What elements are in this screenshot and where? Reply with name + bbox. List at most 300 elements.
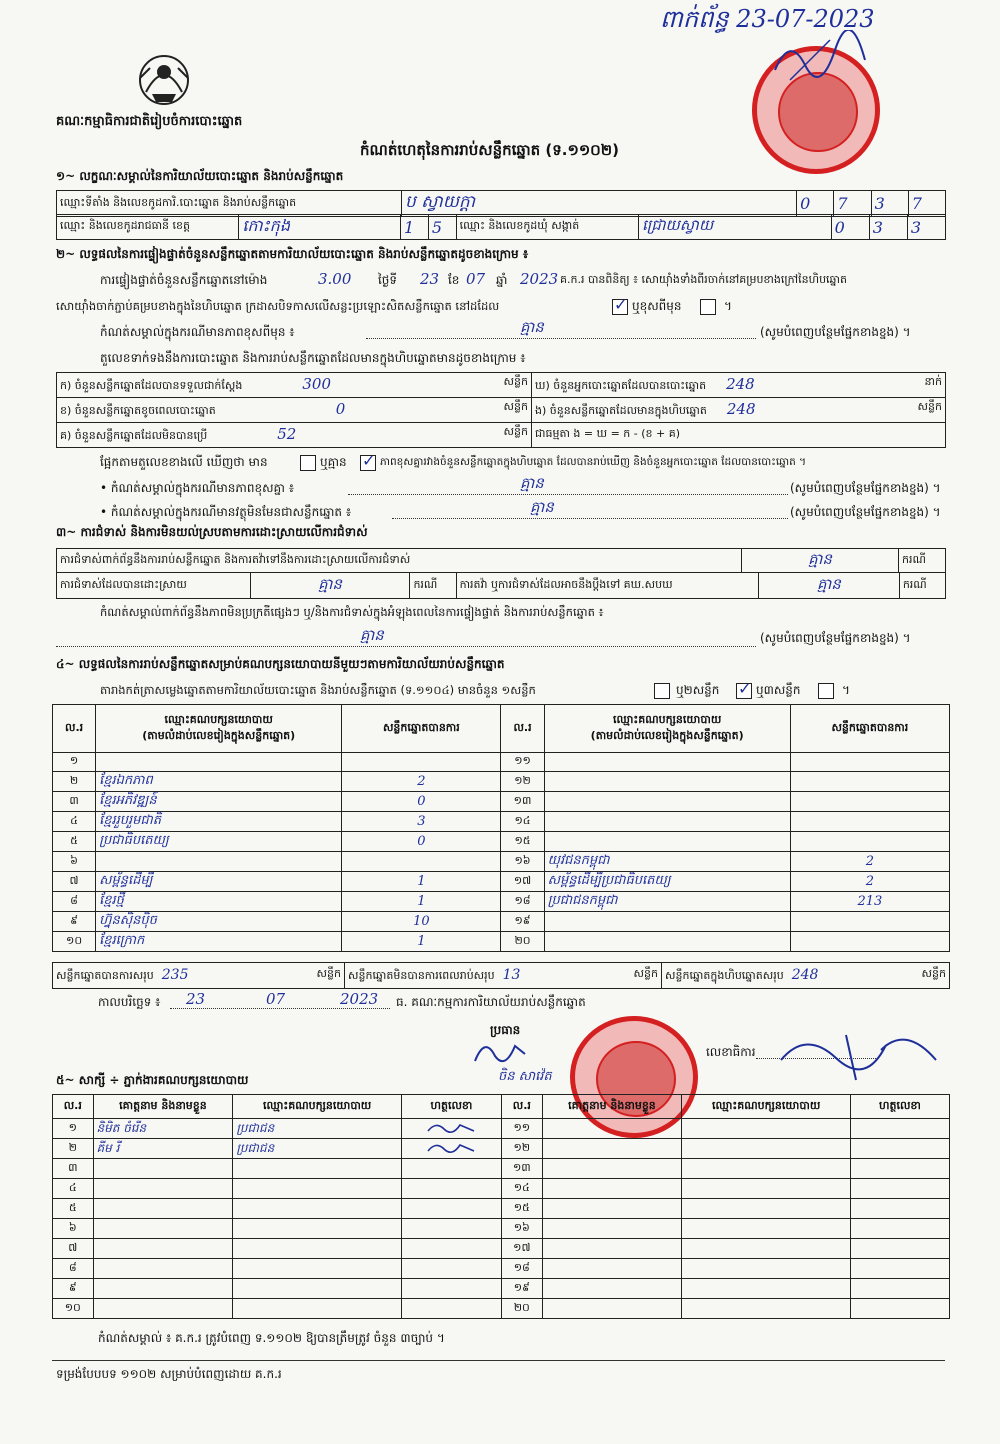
w-row-no bbox=[53, 1299, 94, 1319]
s3-hint: (សូមបំពេញបន្ថែមផ្នែកខាងខ្នង) ។ bbox=[760, 631, 911, 645]
w-row-no-text: ១៧ bbox=[513, 1240, 531, 1254]
w-row-name bbox=[542, 1259, 682, 1279]
w-row-sign bbox=[850, 1239, 949, 1259]
w-col-no-left: ល.រ bbox=[53, 1095, 94, 1119]
w-row-party bbox=[233, 1279, 402, 1299]
col-party-left: ឈ្មោះគណបក្សនយោបាយ (តាមលំដាប់លេខរៀងក្នុងសន្លឹកឆ្នោត) bbox=[96, 705, 342, 753]
w-row-name-text: និមិត ចំរើន bbox=[96, 1120, 147, 1135]
w-row-no bbox=[502, 1179, 543, 1199]
s2-year: 2023 bbox=[520, 270, 559, 288]
s2-n2: • កំណត់សម្គាល់ក្នុងករណីមានវត្ថុមិនមែនជាសន្លឹកឆ្នោត ៖ bbox=[100, 505, 352, 519]
row-party-text: ប្រជាជនកម្ពុជា bbox=[547, 893, 618, 908]
bottom-rule bbox=[52, 1360, 945, 1361]
row2-code-2: 5 bbox=[428, 215, 456, 240]
w-row-no-text: ១០ bbox=[64, 1300, 81, 1314]
w-row-name bbox=[93, 1119, 233, 1139]
row-votes bbox=[342, 852, 501, 872]
row-no-text: ១០ bbox=[66, 933, 83, 947]
row-no bbox=[53, 792, 96, 812]
row-no-text: ៨ bbox=[70, 893, 78, 907]
row-no bbox=[53, 932, 96, 952]
row-party bbox=[96, 852, 342, 872]
col-votes-left: សន្លឹកឆ្នោតបានការ bbox=[342, 705, 501, 753]
table-row bbox=[53, 1219, 950, 1239]
w-row-no-text: ៣ bbox=[68, 1160, 78, 1174]
w-row-no-text: ៩ bbox=[68, 1280, 77, 1294]
row-no bbox=[501, 932, 544, 952]
row-no bbox=[53, 872, 96, 892]
w-row-no-text: ១៣ bbox=[512, 1160, 531, 1174]
row-no-text: ២ bbox=[69, 773, 79, 787]
row-party bbox=[96, 872, 342, 892]
w-row-party bbox=[233, 1219, 402, 1239]
row-no bbox=[53, 812, 96, 832]
w-col-sign-right: ហត្ថលេខា bbox=[850, 1095, 949, 1119]
row-votes bbox=[790, 892, 949, 912]
row-no-text: ១៨ bbox=[514, 893, 531, 907]
row-party bbox=[544, 832, 790, 852]
w-row-name bbox=[93, 1199, 233, 1219]
row-no-text: ៥ bbox=[70, 833, 78, 847]
table-row bbox=[53, 1139, 950, 1159]
row-votes-text: 1 bbox=[417, 894, 426, 909]
s4-intro-a: តារាងកត់ត្រាសម្លេងឆ្នោតតាមការិយាល័យបោះឆ្នោត និងរាប់សន្លឹកឆ្នោត (ទ.១១០៤) មានចំនួន ១សន្លឹក bbox=[100, 683, 536, 697]
row2-value: កោះកុង bbox=[239, 215, 401, 240]
w-row-sign bbox=[401, 1199, 501, 1219]
table-row bbox=[53, 1259, 950, 1279]
w-row-party bbox=[682, 1199, 851, 1219]
w-row-no-text: ១២ bbox=[513, 1140, 531, 1154]
table-row bbox=[53, 832, 950, 852]
row-no bbox=[53, 892, 96, 912]
w-row-no bbox=[502, 1159, 543, 1179]
authority-name: គណៈកម្មាធិការជាតិរៀបចំការបោះឆ្នោត bbox=[56, 114, 243, 129]
appeal-value: គ្មាន bbox=[758, 573, 899, 599]
row-votes bbox=[342, 832, 501, 852]
w-row-no bbox=[502, 1199, 543, 1219]
row-no-text: ៧ bbox=[69, 873, 79, 887]
s4-intro-b: ឬ២សន្លឹក bbox=[676, 683, 720, 697]
count-b: ខ) ចំនួនសន្លឹកឆ្នោតខូចពេលបោះឆ្នោត 0 សន្លឹក bbox=[57, 398, 532, 423]
w-col-sign-left: ហត្ថលេខា bbox=[401, 1095, 501, 1119]
s4-date-label: កាលបរិច្ឆេទ ៖ bbox=[98, 995, 161, 1009]
row-no bbox=[501, 812, 544, 832]
witness-table bbox=[52, 1094, 950, 1319]
row-votes bbox=[342, 772, 501, 792]
w-row-no-text: ២ bbox=[68, 1140, 77, 1154]
row1-value: ប ស្វាយក្តា bbox=[401, 191, 796, 217]
three-sheet-checkbox[interactable] bbox=[818, 683, 834, 699]
s4-date-month: 07 bbox=[266, 990, 286, 1008]
s2-p2a: សោយ៉ាំងចាក់ភ្ជាប់គម្របខាងក្នុងនៃហិបឆ្នោត ក្រដាសបិទកាសលើសន្លះប្រឡោះសិតសន្លឹកឆ្នោត នៅដដែល bbox=[56, 299, 500, 313]
row-party bbox=[96, 792, 342, 812]
w-row-sign bbox=[850, 1279, 949, 1299]
w-row-sign bbox=[401, 1259, 501, 1279]
row-party-text: យុវជនកម្ពុជា bbox=[547, 853, 610, 868]
w-row-sign bbox=[850, 1119, 949, 1139]
row-party-text: ខ្មែរឯកភាព bbox=[99, 773, 153, 788]
table-row bbox=[53, 932, 950, 952]
row-party bbox=[96, 812, 342, 832]
s2-n1: • កំណត់សម្គាល់ក្នុងករណីមានភាពខុសគ្នា ៖ bbox=[100, 481, 295, 495]
w-row-no-text: ៧ bbox=[68, 1240, 78, 1254]
w-row-sign bbox=[850, 1139, 949, 1159]
row-party-text: ហ្វ៊ុនស៊ិនប៉ិច bbox=[99, 913, 157, 928]
s2-p3: កំណត់សម្គាល់ក្នុងករណីមានភាពខុសពីមុន ៖ bbox=[100, 325, 295, 339]
section2-heading: ២~ លទ្ធផលនៃការផ្ទៀងផ្ទាត់ចំនួនសន្លឹកឆ្នោតតាមការិយាល័យបោះឆ្នោត និងរាប់សន្លឹកឆ្នោតដូចខាងក្រោម ៖ bbox=[56, 247, 529, 261]
w-row-name bbox=[93, 1159, 233, 1179]
row-votes-text: 213 bbox=[857, 894, 883, 909]
s2-p1c: ខែ bbox=[448, 273, 460, 287]
row-no bbox=[53, 832, 96, 852]
s4-date-year: 2023 bbox=[340, 990, 379, 1008]
two-sheet-checkbox[interactable] bbox=[736, 683, 752, 699]
count-d: ឃ) ចំនួនអ្នកបោះឆ្នោតដែលបានបោះឆ្នោត 248 នាក់ bbox=[532, 373, 946, 398]
s4-intro-d: ។ bbox=[842, 683, 850, 697]
row-no bbox=[53, 912, 96, 932]
w-row-no-text: ៥ bbox=[68, 1200, 77, 1214]
objection-row1-unit: ករណី bbox=[899, 549, 946, 573]
row-votes-text: 2 bbox=[865, 874, 874, 889]
row-votes bbox=[342, 792, 501, 812]
w-row-name bbox=[542, 1219, 682, 1239]
w-row-party-text: ប្រជាជន bbox=[236, 1140, 275, 1155]
row-no bbox=[53, 852, 96, 872]
row-party-text: ខ្មែរថ្មី bbox=[99, 893, 124, 908]
row-no-text: ៤ bbox=[70, 813, 78, 827]
section3-table bbox=[56, 548, 946, 573]
row-votes bbox=[790, 832, 949, 852]
president-name: ចិន សាវ៉េត bbox=[498, 1069, 552, 1084]
table-row bbox=[53, 1299, 950, 1319]
row-no bbox=[501, 832, 544, 852]
table-row bbox=[53, 792, 950, 812]
w-row-party bbox=[682, 1159, 851, 1179]
row-party bbox=[544, 812, 790, 832]
w-col-party-right: ឈ្មោះគណបក្សនយោបាយ bbox=[682, 1095, 851, 1119]
row-votes-text: 0 bbox=[417, 794, 426, 809]
w-row-sign bbox=[401, 1279, 501, 1299]
w-row-no-text: ២០ bbox=[513, 1300, 530, 1314]
row-votes bbox=[790, 772, 949, 792]
row2-label2: ឈ្មោះ និងលេខកូដឃុំ សង្កាត់ bbox=[456, 215, 638, 240]
row-party bbox=[544, 852, 790, 872]
w-row-name bbox=[542, 1139, 682, 1159]
w-row-sign bbox=[401, 1299, 501, 1319]
row-party bbox=[96, 753, 342, 772]
row1-code-2: 7 bbox=[834, 191, 871, 217]
w-row-no-text: ១៩ bbox=[513, 1280, 530, 1294]
w-col-no-right: ល.រ bbox=[502, 1095, 543, 1119]
s4-committee: ធ. គណៈកម្មការការិយាល័យរាប់សន្លឹកឆ្នោត bbox=[396, 995, 586, 1009]
nec-emblem-logo bbox=[132, 48, 196, 108]
row1-code-1: 0 bbox=[797, 191, 834, 217]
s5-bottom-text: ទម្រង់បែបបទ ១១០២ សម្រាប់បំពេញដោយ គ.ក.រ bbox=[56, 1367, 282, 1381]
w-row-party bbox=[682, 1259, 851, 1279]
row-party bbox=[96, 772, 342, 792]
resolved-unit: ករណី bbox=[410, 573, 456, 599]
row-no-text: ១៦ bbox=[514, 853, 531, 867]
w-row-no bbox=[53, 1179, 94, 1199]
w-row-no-text: ១៥ bbox=[513, 1200, 530, 1214]
row2-label: ឈ្មោះ និងលេខកូដរាជធានី ខេត្ត bbox=[57, 215, 239, 240]
w-row-name bbox=[93, 1179, 233, 1199]
w-row-name bbox=[93, 1219, 233, 1239]
s2-n1-value: គ្មាន bbox=[520, 474, 544, 492]
w-row-name bbox=[542, 1239, 682, 1259]
row-no-text: ៣ bbox=[69, 793, 79, 807]
row-no-text: ១៤ bbox=[514, 813, 531, 827]
row-party bbox=[96, 892, 342, 912]
row-no-text: ២០ bbox=[514, 933, 531, 947]
s2-p1a: ការផ្ទៀងផ្ទាត់ចំនួនសន្លឹកឆ្នោតនៅម៉ោង bbox=[100, 273, 268, 287]
s2-p3-line bbox=[366, 338, 756, 339]
row-party bbox=[544, 753, 790, 772]
s2-p1b: ថ្ងៃទី bbox=[378, 273, 398, 287]
w-row-party bbox=[233, 1199, 402, 1219]
row-no-text: ១ bbox=[69, 754, 79, 767]
s2-n2-value: គ្មាន bbox=[530, 498, 554, 516]
row-party bbox=[544, 912, 790, 932]
table-row bbox=[53, 1199, 950, 1219]
w-row-no bbox=[502, 1119, 543, 1139]
row2-code2-2: 3 bbox=[869, 215, 907, 240]
s2-p5a: ផ្អែកតាមតួលេខខាងលើ ឃើញថា មាន bbox=[100, 455, 268, 469]
has-difference-checkbox[interactable] bbox=[300, 455, 316, 471]
section4-heading: ៤~ លទ្ធផលនៃការរាប់សន្លឹកឆ្នោតសម្រាប់គណបក្សនយោបាយនីមួយៗតាមការិយាល័យរាប់សន្លឹកឆ្នោត bbox=[56, 657, 505, 671]
witness-signature-icon bbox=[426, 1139, 476, 1155]
s2-p2c: ។ bbox=[724, 299, 732, 313]
row-no-text: ១១ bbox=[514, 754, 531, 767]
row-votes bbox=[790, 852, 949, 872]
w-row-name bbox=[542, 1179, 682, 1199]
section5-heading: ៥~ សាក្សី ÷ ភ្នាក់ងារគណបក្សនយោបាយ bbox=[56, 1073, 249, 1087]
row-votes bbox=[342, 872, 501, 892]
table-row bbox=[53, 1179, 950, 1199]
resolved-value: គ្មាន bbox=[250, 573, 410, 599]
s4-secretary-label: លេខាធិការ bbox=[706, 1045, 756, 1059]
row-party bbox=[544, 932, 790, 952]
secretary-signature-icon bbox=[776, 1020, 946, 1090]
s2-n2-hint: (សូមបំពេញបន្ថែមផ្នែកខាងខ្នង) ។ bbox=[790, 505, 941, 519]
col-votes-right: សន្លឹកឆ្នោតបានការ bbox=[790, 705, 949, 753]
w-row-no bbox=[53, 1219, 94, 1239]
row-votes bbox=[790, 912, 949, 932]
count-e: ង) ចំនួនសន្លឹកឆ្នោតដែលមានក្នុងហិបឆ្នោត 248 សន្លឹក bbox=[532, 398, 946, 423]
row-no bbox=[501, 892, 544, 912]
w-row-name bbox=[542, 1159, 682, 1179]
row-party bbox=[544, 892, 790, 912]
row-no-text: ៩ bbox=[70, 913, 78, 927]
w-row-no-text: ៨ bbox=[68, 1260, 77, 1274]
table-row bbox=[53, 772, 950, 792]
s4-intro-c: ឬ៣សន្លឹក bbox=[756, 683, 801, 697]
w-row-party bbox=[233, 1259, 402, 1279]
w-row-no bbox=[502, 1299, 543, 1319]
objection-row1-value: គ្មាន bbox=[742, 549, 899, 573]
table-row bbox=[53, 753, 950, 772]
table-row bbox=[53, 852, 950, 872]
w-row-party bbox=[233, 1159, 402, 1179]
w-row-name bbox=[542, 1279, 682, 1299]
signature-top-icon bbox=[770, 30, 870, 90]
w-row-sign bbox=[850, 1159, 949, 1179]
w-row-name bbox=[542, 1199, 682, 1219]
w-row-party bbox=[682, 1279, 851, 1299]
table-row bbox=[53, 1159, 950, 1179]
one-sheet-checkbox[interactable] bbox=[654, 683, 670, 699]
w-col-name-left: គោត្តនាម និងនាមខ្លួន bbox=[93, 1095, 233, 1119]
row-votes bbox=[342, 932, 501, 952]
w-row-party bbox=[682, 1119, 851, 1139]
w-row-no bbox=[53, 1279, 94, 1299]
appeal-unit: ករណី bbox=[899, 573, 945, 599]
s5-footnote: កំណត់សម្គាល់ ៖ គ.ក.រ ត្រូវបំពេញ ទ.១១០២ ឱ្យបានត្រឹមត្រូវ ចំនួន ៣ច្បាប់ ។ bbox=[98, 1331, 445, 1345]
w-row-no bbox=[53, 1119, 94, 1139]
row-no-text: ១៥ bbox=[514, 833, 531, 847]
row-party-text: ខ្មែរក្រោក bbox=[99, 933, 145, 948]
s2-p3-value: គ្មាន bbox=[520, 318, 544, 336]
w-row-no bbox=[53, 1199, 94, 1219]
w-row-sign bbox=[850, 1179, 949, 1199]
row-party bbox=[96, 932, 342, 952]
s2-n2-line bbox=[392, 518, 788, 519]
col-no-left: ល.រ bbox=[53, 705, 96, 753]
s4-date-line bbox=[170, 1008, 390, 1009]
s2-p5c: ភាពខុសគ្នារវាងចំនួនសន្លឹកឆ្នោតក្នុងហិបឆ្នោត ដែលបានរាប់ឃើញ និងចំនួនអ្នកបោះឆ្នោត ដែលបានបោះឆ្នោត ។ bbox=[380, 456, 807, 468]
w-col-name-right: គោត្តនាម និងនាមខ្លួន bbox=[542, 1095, 682, 1119]
row-no-text: ១៣ bbox=[513, 793, 532, 807]
count-c: គ) ចំនួនសន្លឹកឆ្នោតដែលមិនបានប្រើ 52 សន្លឹក bbox=[57, 423, 532, 448]
row-no bbox=[53, 772, 96, 792]
row-party-text: ប្រជាធិបតេយ្យ bbox=[99, 833, 169, 848]
table-row bbox=[53, 892, 950, 912]
row-party bbox=[96, 912, 342, 932]
row-votes bbox=[790, 932, 949, 952]
row-party-text: សម្ព័ន្ធដើម្បី bbox=[99, 873, 153, 888]
s3-note-value: គ្មាន bbox=[360, 626, 384, 644]
president-signature-icon bbox=[470, 1036, 530, 1070]
s2-p4: តួលេខទាក់ទងនឹងការបោះឆ្នោត និងការរាប់សន្លឹកឆ្នោតដែលមានក្នុងហិបឆ្នោតមានដូចខាងក្រោម ៖ bbox=[100, 351, 526, 365]
w-row-sign bbox=[401, 1179, 501, 1199]
table-row bbox=[53, 812, 950, 832]
row-no bbox=[501, 852, 544, 872]
count-a: ក) ចំនួនសន្លឹកឆ្នោតដែលបានទទួលជាក់ស្តែង 300 សន្លឹក bbox=[57, 373, 532, 398]
row-votes-text: 2 bbox=[865, 854, 874, 869]
row-votes bbox=[342, 753, 501, 772]
s2-p1e: គ.ក.រ បានពិនិត្យ ៖ សោយ៉ាំងទាំងពីរចាក់នៅគម្របខាងក្រៅនៃហិបឆ្នោត bbox=[560, 273, 848, 286]
total-invalid: សន្លឹកឆ្នោតមិនបានការពេលរាប់សរុប 13 សន្លឹក bbox=[345, 963, 662, 989]
row2-code2-1: 0 bbox=[831, 215, 869, 240]
row-votes bbox=[790, 872, 949, 892]
corner-date: ពាក់ព័ន្ធ 23-07-2023 bbox=[660, 5, 875, 33]
row1-code-4: 7 bbox=[908, 191, 945, 217]
w-row-party bbox=[682, 1139, 851, 1159]
s2-day: 23 bbox=[420, 270, 440, 288]
section3-heading: ៣~ ការជំទាស់ និងការមិនយល់ស្របតាមការដោះស្រាយលើការជំទាស់ bbox=[56, 525, 368, 539]
row2-code2-3: 3 bbox=[907, 215, 945, 240]
changed-checkbox[interactable] bbox=[700, 299, 716, 315]
row-votes bbox=[790, 812, 949, 832]
col-no-right: ល.រ bbox=[501, 705, 544, 753]
s2-p2b: ឬខុសពីមុន bbox=[632, 299, 682, 313]
s2-p1d: ឆ្នាំ bbox=[496, 273, 508, 287]
row-no-text: ១៩ bbox=[514, 913, 531, 927]
row-no bbox=[501, 872, 544, 892]
row-no bbox=[501, 772, 544, 792]
no-difference-checkbox[interactable] bbox=[360, 455, 376, 471]
objection-row1: ការជំទាស់ពាក់ព័ន្ធនឹងការរាប់សន្លឹកឆ្នោត និងការតវ៉ាទៅនឹងការដោះស្រាយលើការជំទាស់ bbox=[57, 549, 742, 573]
w-row-sign bbox=[401, 1159, 501, 1179]
w-row-sign bbox=[850, 1219, 949, 1239]
count-formula: ជាធម្មតា ង = ឃ = ក - (ខ + គ) bbox=[532, 423, 946, 448]
table-row bbox=[53, 912, 950, 932]
witness-signature-icon bbox=[426, 1119, 476, 1135]
w-row-name bbox=[542, 1299, 682, 1319]
appeal-label: ការតវ៉ា ឬការជំទាស់ដែលអាចនឹងប្តឹងទៅ គឃ.សបឃ bbox=[456, 573, 758, 599]
unchanged-checkbox[interactable] bbox=[612, 299, 628, 315]
w-row-sign bbox=[850, 1259, 949, 1279]
row-party-text: សម្ព័ន្ធដើម្បីប្រជាធិបតេយ្យ bbox=[547, 873, 671, 888]
w-row-party-text: ប្រជាជន bbox=[236, 1120, 275, 1135]
w-col-party-left: ឈ្មោះគណបក្សនយោបាយ bbox=[233, 1095, 402, 1119]
w-row-name bbox=[93, 1239, 233, 1259]
row-party bbox=[96, 832, 342, 852]
w-row-name bbox=[93, 1299, 233, 1319]
s4-president-label: ប្រធាន bbox=[490, 1023, 521, 1037]
w-row-no-text: ១៤ bbox=[513, 1180, 530, 1194]
row-votes bbox=[342, 892, 501, 912]
w-row-party bbox=[682, 1239, 851, 1259]
row-no bbox=[501, 912, 544, 932]
row1-label: ឈ្មោះទីតាំង និងលេខកូដការិ.បោះឆ្នោត និងរាប់សន្លឹកឆ្នោត bbox=[57, 191, 402, 217]
total-in-box: សន្លឹកឆ្នោតក្នុងហិបឆ្នោតសរុប 248 សន្លឹក bbox=[662, 963, 950, 989]
row-no-text: ១៧ bbox=[513, 873, 532, 887]
row-votes bbox=[342, 912, 501, 932]
w-row-no bbox=[502, 1279, 543, 1299]
w-row-party bbox=[233, 1119, 402, 1139]
s2-n1-hint: (សូមបំពេញបន្ថែមផ្នែកខាងខ្នង) ។ bbox=[790, 481, 941, 495]
w-row-no bbox=[53, 1159, 94, 1179]
row2-code-1: 1 bbox=[401, 215, 429, 240]
row-votes-text: 3 bbox=[417, 814, 426, 829]
counts-box bbox=[56, 372, 946, 448]
s4-date-day: 23 bbox=[186, 990, 206, 1008]
section1-table bbox=[56, 190, 946, 217]
row-no-text: ១២ bbox=[514, 773, 531, 787]
w-row-party bbox=[682, 1179, 851, 1199]
party-results-table bbox=[52, 704, 950, 952]
row-votes-text: 0 bbox=[417, 834, 426, 849]
w-row-party bbox=[682, 1219, 851, 1239]
table-row bbox=[53, 1239, 950, 1259]
col-party-right: ឈ្មោះគណបក្សនយោបាយ (តាមលំដាប់លេខរៀងក្នុងសន្លឹកឆ្នោត) bbox=[544, 705, 790, 753]
row2-value2: ជ្រោយស្វាយ bbox=[639, 215, 832, 240]
row-party-text: ខ្មែរអភិវឌ្ឍន៍ bbox=[99, 793, 157, 808]
row-no bbox=[501, 792, 544, 812]
w-row-no bbox=[53, 1239, 94, 1259]
resolved-label: ការជំទាស់ដែលបានដោះស្រាយ bbox=[57, 573, 251, 599]
row-votes bbox=[790, 792, 949, 812]
w-row-no bbox=[53, 1139, 94, 1159]
s2-month: 07 bbox=[466, 270, 486, 288]
totals-row bbox=[52, 962, 950, 989]
row-party bbox=[544, 792, 790, 812]
s3-note: កំណត់សម្គាល់ពាក់ព័ន្ធនឹងភាពមិនប្រក្រតីផ្សេងៗ ឬ/និងការជំទាស់ក្នុងអំឡុងពេលនៃការផ្ទៀងផ្ទាត់ និងការរាប់សន្លឹកឆ្នោត ៖ bbox=[100, 605, 604, 619]
row-votes bbox=[790, 753, 949, 772]
row-no bbox=[501, 753, 544, 772]
w-row-party bbox=[233, 1179, 402, 1199]
